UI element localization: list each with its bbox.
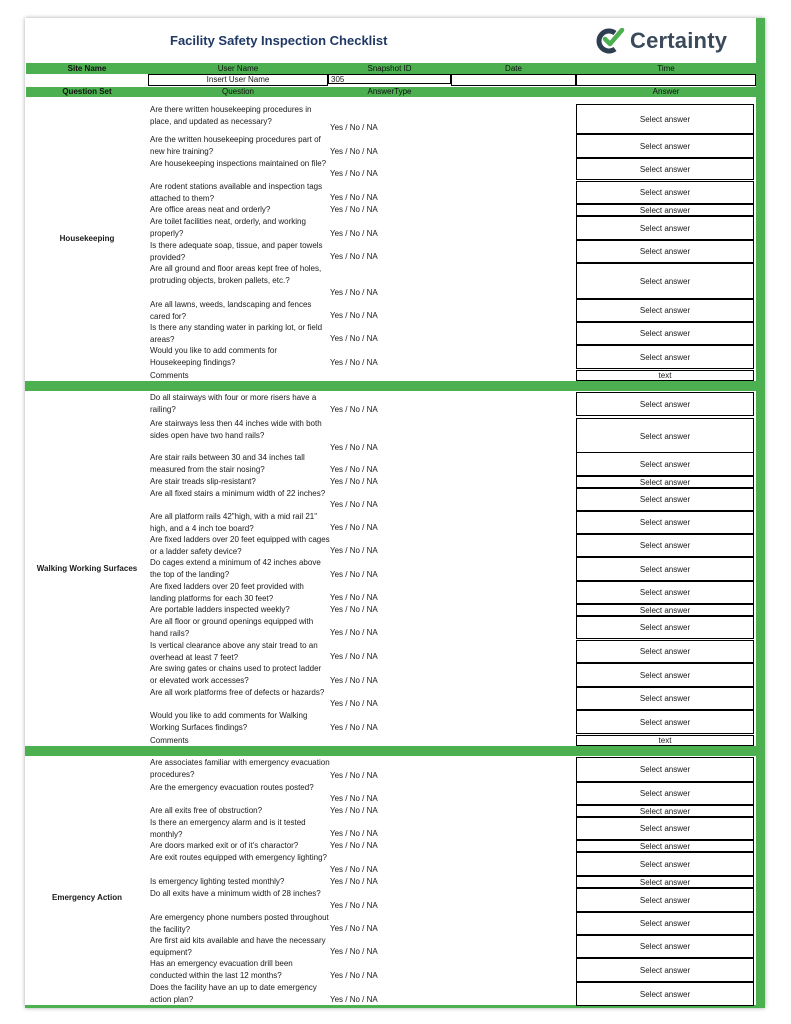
answer-select[interactable]: Select answer (576, 158, 754, 180)
answer-select[interactable]: Select answer (576, 604, 754, 616)
answer-select[interactable]: Select answer (576, 640, 754, 663)
question-text: Are emergency phone numbers posted throughout the facility? (150, 913, 329, 934)
answer-select[interactable]: Select answer (576, 204, 754, 216)
answer-type: Yes / No / NA (330, 358, 378, 367)
question-text: Are portable ladders inspected weekly? (150, 605, 290, 614)
question-text: Would you like to add comments for Housekeeping findings? (150, 346, 278, 367)
answer-select[interactable]: Select answer (576, 840, 754, 852)
answer-type: Yes / No / NA (330, 443, 378, 452)
answer-type: Yes / No / NA (330, 829, 378, 838)
question-text: Are the written housekeeping procedures part of new hire training? (150, 135, 321, 156)
answer-header: Answer (576, 87, 756, 97)
date-label: Date (451, 63, 576, 74)
question-text: Do all exits have a minimum width of 28 inches? (150, 889, 321, 898)
answer-type: Yes / No / NA (330, 334, 378, 343)
answer-select[interactable]: Select answer (576, 511, 754, 534)
question-text: Is emergency lighting tested monthly? (150, 877, 285, 886)
answer-type: Yes / No / NA (330, 699, 378, 708)
answer-select[interactable]: Select answer (576, 392, 754, 416)
answer-select[interactable]: Select answer (576, 299, 754, 322)
answer-select[interactable]: Select answer (576, 534, 754, 557)
question-header: Question (148, 87, 328, 97)
answer-type: Yes / No / NA (330, 771, 378, 780)
answer-select[interactable]: Select answer (576, 888, 754, 912)
comments-label: Comments (150, 371, 189, 380)
question-text: Are fixed ladders over 20 feet provided with landing platforms for each 30 feet? (150, 582, 304, 603)
question-text: Are exit routes equipped with emergency lighting? (150, 853, 327, 862)
answer-type: Yes / No / NA (330, 205, 378, 214)
answer-type: Yes / No / NA (330, 723, 378, 732)
answer-select[interactable]: Select answer (576, 817, 754, 840)
answer-type: Yes / No / NA (330, 971, 378, 980)
question-text: Does the facility have an up to date emergency action plan? (150, 983, 317, 1004)
answer-type: Yes / No / NA (330, 193, 378, 202)
question-text: Would you like to add comments for Walking Working Surfaces findings? (150, 711, 308, 732)
question-text: Are first aid kits available and have the necessary equipment? (150, 936, 326, 957)
answer-type: Yes / No / NA (330, 841, 378, 850)
question-text: Are the emergency evacuation routes posted? (150, 783, 314, 792)
answer-type: Yes / No / NA (330, 877, 378, 886)
answer-select[interactable]: Select answer (576, 982, 754, 1006)
company-logo (596, 26, 727, 56)
comments-answer[interactable]: text (576, 735, 754, 746)
answer-type: Yes / No / NA (330, 570, 378, 579)
answer-select[interactable]: Select answer (576, 452, 754, 476)
answer-type: Yes / No / NA (330, 123, 378, 132)
answer-select[interactable]: Select answer (576, 476, 754, 488)
snapshot-id-label: Snapshot ID (328, 63, 451, 74)
answer-type: Yes / No / NA (330, 901, 378, 910)
question-text: Are office areas neat and orderly? (150, 205, 271, 214)
section-name: Walking Working Surfaces (36, 564, 138, 573)
question-text: Are stairways less then 44 inches wide with both sides open have two hand rails? (150, 419, 322, 440)
question-text: Are all exits free of obstruction? (150, 806, 263, 815)
answer-select[interactable]: Select answer (576, 104, 754, 134)
answer-type: Yes / No / NA (330, 147, 378, 156)
answer-select[interactable]: Select answer (576, 240, 754, 263)
answer-type: Yes / No / NA (330, 605, 378, 614)
answer-select[interactable]: Select answer (576, 757, 754, 782)
answer-select[interactable]: Select answer (576, 418, 754, 454)
answer-type: Yes / No / NA (330, 794, 378, 803)
question-text: Are associates familiar with emergency evacuation procedures? (150, 758, 330, 779)
answer-type: Yes / No / NA (330, 628, 378, 637)
question-text: Are toilet facilities neat, orderly, and working properly? (150, 217, 306, 238)
answer-type: Yes / No / NA (330, 465, 378, 474)
section-name: Housekeeping (59, 234, 115, 243)
answer-type: Yes / No / NA (330, 252, 378, 261)
answer-select[interactable]: Select answer (576, 663, 754, 687)
question-set-header: Question Set (26, 87, 148, 97)
question-text: Are all ground and floor areas kept free of holes, protruding objects, broken pallets, etc.? (150, 264, 322, 285)
question-text: Is there an emergency alarm and is it tested monthly? (150, 818, 306, 839)
answer-type: Yes / No / NA (330, 500, 378, 509)
question-text: Are there written housekeeping procedures in place, and updated as necessary? (150, 105, 312, 126)
answer-type: Yes / No / NA (330, 652, 378, 661)
answer-type: Yes / No / NA (330, 676, 378, 685)
question-text: Are stair treads slip-resistant? (150, 477, 256, 486)
answer-select[interactable]: Select answer (576, 263, 754, 299)
answer-select[interactable]: Select answer (576, 805, 754, 817)
time-label: Time (576, 63, 756, 74)
answer-select[interactable]: Select answer (576, 852, 754, 876)
question-text: Has an emergency evacuation drill been conducted within the last 12 months? (150, 959, 293, 980)
answer-select[interactable]: Select answer (576, 958, 754, 982)
answer-select[interactable]: Select answer (576, 710, 754, 734)
answer-select[interactable]: Select answer (576, 345, 754, 369)
question-text: Do cages extend a minimum of 42 inches above the top of the landing? (150, 558, 321, 579)
answer-type: Yes / No / NA (330, 311, 378, 320)
question-text: Do all stairways with four or more risers have a railing? (150, 393, 317, 414)
snapshot-id-field[interactable]: 305 (328, 74, 451, 84)
answer-select[interactable]: Select answer (576, 912, 754, 935)
answer-type: Yes / No / NA (330, 924, 378, 933)
answer-type: Yes / No / NA (330, 229, 378, 238)
answer-select[interactable]: Select answer (576, 935, 754, 958)
question-text: Are all platform rails 42"high, with a mid rail 21" high, and a 4 inch toe board? (150, 512, 318, 533)
question-text: Is there adequate soap, tissue, and paper towels provided? (150, 241, 323, 262)
comments-label: Comments (150, 736, 189, 745)
answer-select[interactable]: Select answer (576, 181, 754, 204)
answer-type: Yes / No / NA (330, 523, 378, 532)
page-title: Facility Safety Inspection Checklist (170, 33, 388, 48)
question-text: Are housekeeping inspections maintained on file? (150, 159, 327, 168)
answer-select[interactable]: Select answer (576, 581, 754, 604)
logo-text: Certainty (630, 28, 728, 53)
answer-select[interactable]: Select answer (576, 557, 754, 581)
site-name-label: Site Name (26, 63, 148, 74)
question-text: Are all fixed stairs a minimum width of 22 inches? (150, 489, 326, 498)
answer-type: Yes / No / NA (330, 865, 378, 874)
answer-select[interactable]: Select answer (576, 616, 754, 639)
answer-type: Yes / No / NA (330, 405, 378, 414)
question-text: Are all work platforms free of defects or hazards? (150, 688, 325, 697)
answer-select[interactable]: Select answer (576, 687, 754, 710)
question-text: Is there any standing water in parking lot, or field areas? (150, 323, 323, 344)
answer-type: Yes / No / NA (330, 546, 378, 555)
blank-header (451, 87, 576, 97)
answer-select[interactable]: Select answer (576, 134, 754, 158)
question-text: Is vertical clearance above any stair tread to an overhead at least 7 feet? (150, 641, 318, 662)
answer-type: Yes / No / NA (330, 806, 378, 815)
section-separator (25, 746, 756, 756)
right-accent-bar (756, 18, 765, 1008)
section-name: Emergency Action (52, 893, 122, 902)
question-text: Are all floor or ground openings equipped with hand rails? (150, 617, 314, 638)
answer-type: Yes / No / NA (330, 288, 378, 297)
question-text: Are stair rails between 30 and 34 inches tall measured from the stair nosing? (150, 453, 305, 474)
time-field[interactable] (576, 74, 756, 86)
question-text: Are doors marked exit or of it's charactor? (150, 841, 299, 850)
date-field[interactable] (451, 74, 576, 86)
comments-answer[interactable]: text (576, 370, 754, 381)
answer-select[interactable]: Select answer (576, 488, 754, 511)
answer-select[interactable]: Select answer (576, 216, 754, 240)
answer-type: Yes / No / NA (330, 477, 378, 486)
checkmark-c-icon (596, 28, 626, 54)
answer-select[interactable]: Select answer (576, 782, 754, 805)
question-text: Are swing gates or chains used to protect ladder or elevated work accesses? (150, 664, 322, 685)
section-separator (25, 381, 756, 391)
question-text: Are rodent stations available and inspection tags attached to them? (150, 182, 323, 203)
user-name-label: User Name (148, 63, 328, 74)
answer-type: Yes / No / NA (330, 169, 378, 178)
question-text: Are fixed ladders over 20 feet equipped with cages or a ladder safety device? (150, 535, 330, 556)
answer-type: Yes / No / NA (330, 593, 378, 602)
user-name-field[interactable]: Insert User Name (148, 74, 328, 86)
answer-type-header: AnswerType (328, 87, 451, 97)
question-text: Are all lawns, weeds, landscaping and fences cared for? (150, 300, 312, 321)
answer-select[interactable]: Select answer (576, 322, 754, 345)
answer-type: Yes / No / NA (330, 947, 378, 956)
answer-select[interactable]: Select answer (576, 876, 754, 888)
answer-type: Yes / No / NA (330, 995, 378, 1004)
